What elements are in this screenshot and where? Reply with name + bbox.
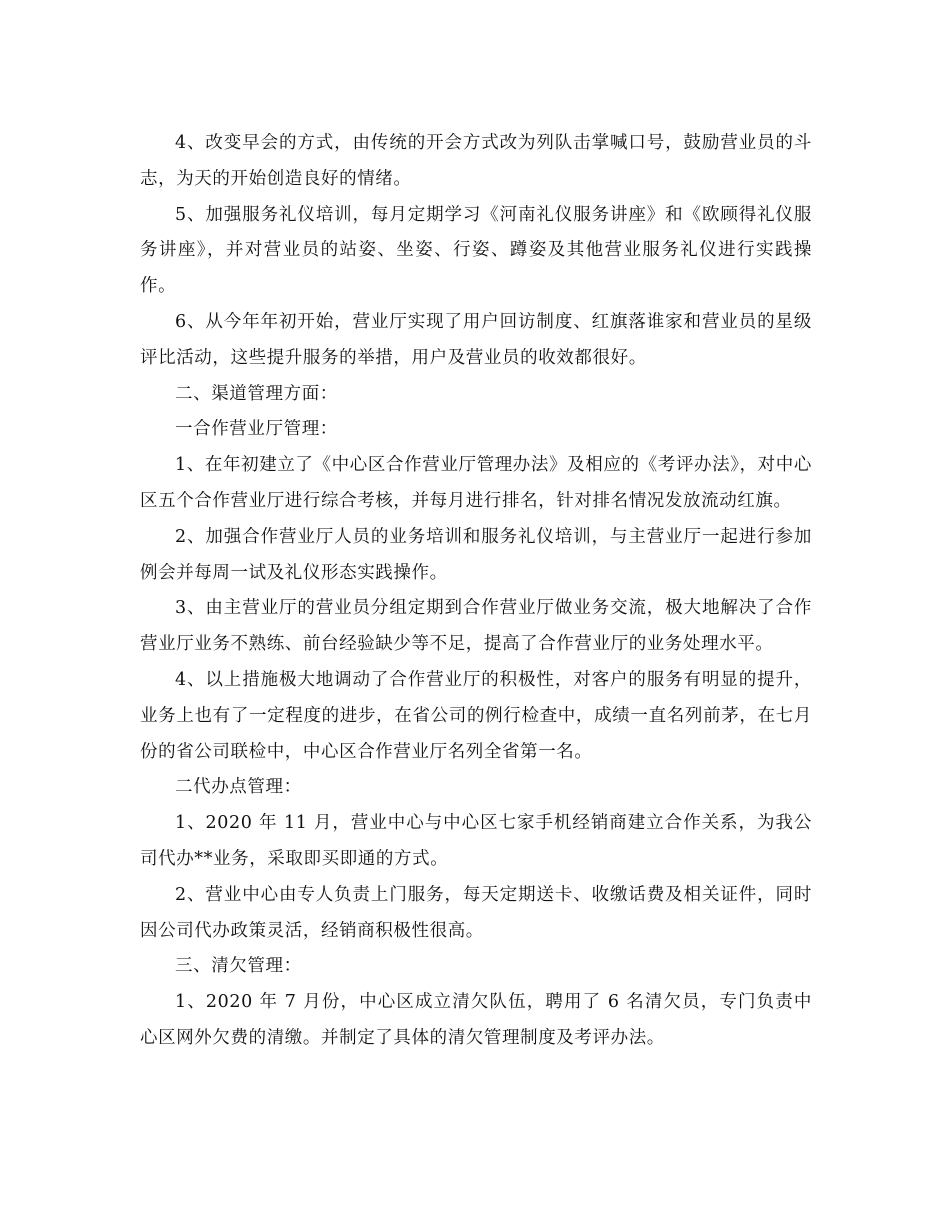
paragraph-partner-item-3: 3、由主营业厅的营业员分组定期到合作营业厅做业务交流，极大地解决了合作营业厅业务不熟练、前台经验缺少等不足，提高了合作营业厅的业务处理水平。 bbox=[140, 598, 812, 655]
paragraph-debt-item-1: 1、2020 年 7 月份，中心区成立清欠队伍，聘用了 6 名清欠员，专门负责中心区网外欠费的清缴。并制定了具体的清欠管理制度及考评办法。 bbox=[140, 992, 812, 1048]
subsection-heading-agent-points: 二代办点管理： bbox=[175, 777, 302, 798]
paragraph-item-4-morning-meeting: 4、改变早会的方式，由传统的开会方式改为列队击掌喊口号，鼓励营业员的斗志，为天的开始创造良好的情绪。 bbox=[140, 133, 812, 189]
document-body bbox=[140, 126, 812, 1057]
paragraph-item-5-etiquette-training: 5、加强服务礼仪培训，每月定期学习《河南礼仪服务讲座》和《欧顾得礼仪服务讲座》，并对营业员的站姿、坐姿、行姿、蹲姿及其他营业服务礼仪进行实践操作。 bbox=[140, 204, 812, 297]
paragraph-partner-item-2: 2、加强合作营业厅人员的业务培训和服务礼仪培训，与主营业厅一起进行参加例会并每周一试及礼仪形态实践操作。 bbox=[140, 526, 812, 583]
paragraph-partner-item-4: 4、以上措施极大地调动了合作营业厅的积极性，对客户的服务有明显的提升，业务上也有了一定程度的进步，在省公司的例行检查中，成绩一直名列前茅，在七月份的省公司联检中，中心区合作营业厅名列全省第一名。 bbox=[140, 669, 812, 762]
paragraph-agent-item-1: 1、2020 年 11 月，营业中心与中心区七家手机经销商建立合作关系，为我公司代办**业务，采取即买即通的方式。 bbox=[140, 813, 812, 869]
paragraph-item-6-star-rating: 6、从今年年初开始，营业厅实现了用户回访制度、红旗落谁家和营业员的星级评比活动，这些提升服务的举措，用户及营业员的收效都很好。 bbox=[140, 311, 812, 368]
section-heading-debt-collection: 三、清欠管理： bbox=[175, 956, 302, 977]
subsection-heading-partner-halls: 一合作营业厅管理： bbox=[175, 419, 338, 440]
paragraph-agent-item-2: 2、营业中心由专人负责上门服务，每天定期送卡、收缴话费及相关证件，同时因公司代办政策灵活，经销商积极性很高。 bbox=[140, 884, 812, 941]
paragraph-partner-item-1: 1、在年初建立了《中心区合作营业厅管理办法》及相应的《考评办法》，对中心区五个合作营业厅进行综合考核，并每月进行排名，针对排名情况发放流动红旗。 bbox=[140, 455, 812, 511]
section-heading-channel-management: 二、渠道管理方面： bbox=[175, 383, 338, 404]
